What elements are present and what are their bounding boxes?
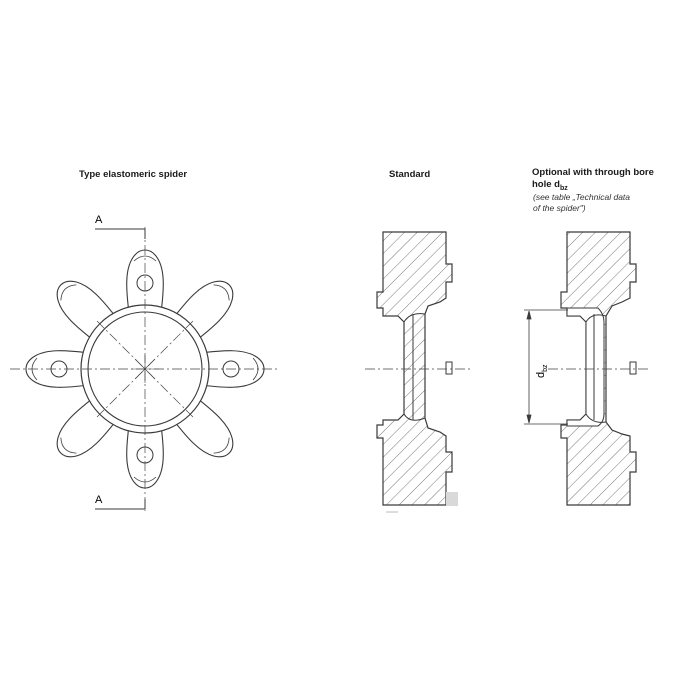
section-marker-bottom (95, 499, 145, 509)
standard-section-profile (377, 232, 452, 505)
standard-section-view (365, 232, 470, 512)
section-marker-top (95, 229, 145, 239)
bore-dimension-sub: bz (542, 364, 549, 372)
optional-note-line2: of the spider") (533, 203, 586, 213)
section-label-top: A (95, 214, 103, 226)
bore-dimension-label (535, 364, 549, 378)
standard-view-title: Standard (389, 169, 431, 180)
optional-note-line1: (see table „Technical data (533, 192, 631, 202)
optional-section-view (524, 232, 650, 505)
section-label-bottom: A (95, 494, 103, 506)
optional-title-hole-text: hole d (532, 179, 560, 190)
spider-center-star (131, 355, 159, 383)
optional-title-line1: Optional with through bore (532, 167, 654, 178)
spider-view-title: Type elastomeric spider (79, 169, 188, 180)
bore-dimension-symbol: d (535, 371, 547, 378)
spider-front-view (10, 227, 280, 511)
optional-title-hole-sub: bz (559, 184, 568, 192)
